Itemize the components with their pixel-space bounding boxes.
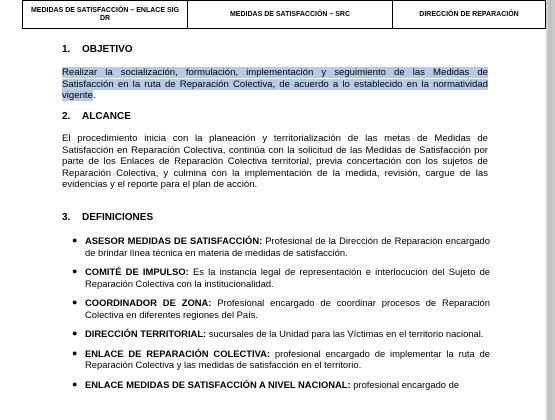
bullet-icon: ● <box>72 297 78 307</box>
definition-item <box>72 379 490 391</box>
objetivo-tail: . <box>92 90 96 101</box>
definition-item <box>72 348 490 371</box>
definition-text: Profesional de la Dirección de Reparación encargado de brindar línea técnica en materia de medidas de satisfacción. <box>85 235 490 258</box>
definition-term: ENLACE DE REPARACIÓN COLECTIVA: <box>85 347 271 359</box>
bullet-icon: ● <box>72 378 78 389</box>
bullet-icon: ● <box>72 235 78 245</box>
definition-text: sucursales de la Unidad para las Víctimas en el territorio nacional. <box>206 328 484 339</box>
section-heading-objetivo <box>62 44 133 55</box>
definition-term: ASESOR MEDIDAS DE SATISFACCIÓN: <box>85 235 263 246</box>
bullet-icon: ● <box>72 328 78 338</box>
section-title: DEFINICIONES <box>82 212 154 223</box>
definition-text: profesional encargado de <box>350 378 460 390</box>
section-number: 2. <box>62 111 71 122</box>
alcance-paragraph: El procedimiento inicia con la planeación y territorialización de las metas de Medidas de Satisfacción en Reparación Colectiva, continúa con la solicitud de las Medidas de Satisfacción por parte de los Enlaces de Reparación Colectiva territorial, previa concertación con los sujetos de Reparación Colectiva, y culmina con la implementación de la medida, revisión, cargue de las evidencias y el reporte para el plan de acción. <box>62 133 488 190</box>
definition-item <box>72 266 490 289</box>
definition-item <box>72 235 490 258</box>
approval-table <box>22 0 546 29</box>
definition-term: ENLACE MEDIDAS DE SATISFACCIÓN A NIVEL NACIONAL: <box>85 378 351 390</box>
section-number: 1. <box>62 44 71 55</box>
definition-text: Profesional encargado de coordinar procesos de Reparación Colectiva en diferentes regiones del País. <box>85 297 490 320</box>
definition-item <box>72 297 490 320</box>
definition-term: DIRECCIÓN TERRITORIAL: <box>85 328 207 339</box>
section-title: ALCANCE <box>82 111 131 122</box>
definition-item <box>72 328 490 340</box>
section-title: OBJETIVO <box>82 44 133 55</box>
definition-term: COMITÉ DE IMPULSO: <box>85 266 189 277</box>
viewer-scroll-edge <box>546 0 555 420</box>
value-reviso: MEDIDAS DE SATISFACCIÓN – SRC <box>188 1 393 29</box>
bullet-icon: ● <box>72 266 78 276</box>
section-heading-definiciones <box>62 212 153 223</box>
definition-text: Es la instancia legal de representación e interlocución del Sujeto de Reparación Colectiva con la institucionalidad. <box>85 266 490 289</box>
definition-term: COORDINADOR DE ZONA: <box>85 297 212 308</box>
value-elaboro: MEDIDAS DE SATISFACCIÓN – ENLACE SIG DR <box>23 1 188 29</box>
section-number: 3. <box>62 212 71 223</box>
highlighted-selection: Realizar la socialización, formulación, implementación y seguimiento de las Medidas de Satisfacción en la ruta de Reparación Colectiva, de acuerdo a lo establecido en la normatividad vigente <box>62 67 488 101</box>
objetivo-paragraph <box>62 67 488 102</box>
section-heading-alcance <box>62 111 131 122</box>
value-aprobo: DIRECCIÓN DE REPARACIÓN <box>393 1 546 29</box>
bullet-icon: ● <box>72 347 78 358</box>
definitions-list <box>72 235 490 390</box>
definition-text: profesional encargado de implementar la ruta de Reparación Colectiva y las medidas de satisfacción en el territorio. <box>85 347 490 370</box>
